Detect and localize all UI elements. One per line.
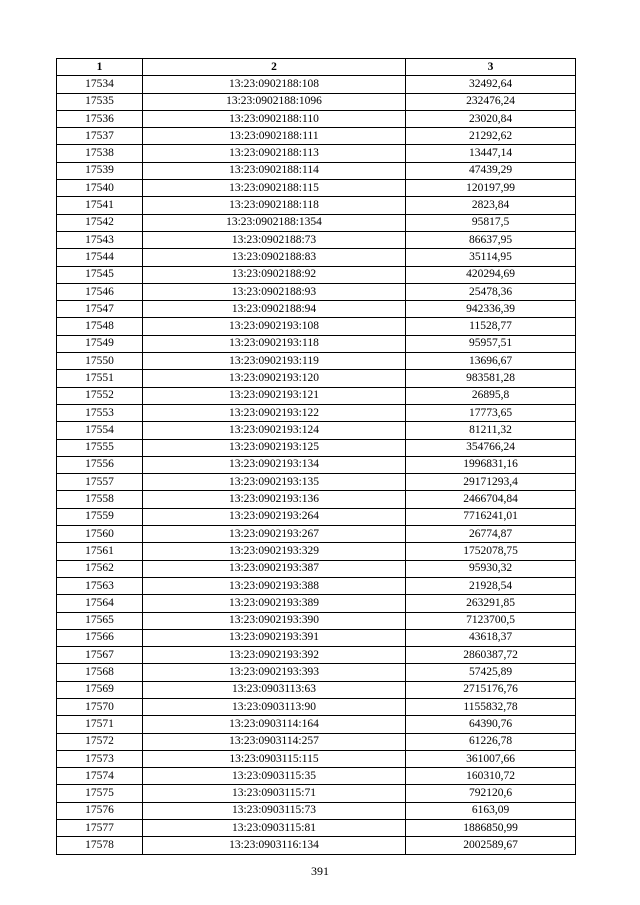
cadastral-number-cell: 13:23:0902193:329 <box>143 543 406 560</box>
row-number-cell: 17569 <box>57 681 143 698</box>
cadastral-number-cell: 13:23:0902188:111 <box>143 128 406 145</box>
value-cell: 32492,64 <box>406 76 576 93</box>
table-row <box>57 491 576 508</box>
value-cell: 1752078,75 <box>406 543 576 560</box>
value-cell: 47439,29 <box>406 162 576 179</box>
value-cell: 2860387,72 <box>406 647 576 664</box>
table-row <box>57 647 576 664</box>
cadastral-number-cell: 13:23:0902193:118 <box>143 335 406 352</box>
cadastral-number-cell: 13:23:0902188:83 <box>143 249 406 266</box>
cadastral-number-cell: 13:23:0902193:136 <box>143 491 406 508</box>
cadastral-number-cell: 13:23:0902188:114 <box>143 162 406 179</box>
row-number-cell: 17570 <box>57 698 143 715</box>
row-number-cell: 17565 <box>57 612 143 629</box>
row-number-cell: 17575 <box>57 785 143 802</box>
table-row <box>57 231 576 248</box>
cadastral-number-cell: 13:23:0903116:134 <box>143 837 406 854</box>
value-cell: 2823,84 <box>406 197 576 214</box>
row-number-cell: 17535 <box>57 93 143 110</box>
table-row <box>57 629 576 646</box>
cadastral-number-cell: 13:23:0902193:264 <box>143 508 406 525</box>
value-cell: 21928,54 <box>406 577 576 594</box>
value-cell: 61226,78 <box>406 733 576 750</box>
table-row <box>57 802 576 819</box>
row-number-cell: 17568 <box>57 664 143 681</box>
cadastral-number-cell: 13:23:0902193:119 <box>143 353 406 370</box>
table-row <box>57 837 576 854</box>
value-cell: 2466704,84 <box>406 491 576 508</box>
table-row <box>57 543 576 560</box>
table-row <box>57 110 576 127</box>
value-cell: 57425,89 <box>406 664 576 681</box>
value-cell: 13447,14 <box>406 145 576 162</box>
row-number-cell: 17578 <box>57 837 143 854</box>
cadastral-number-cell: 13:23:0902188:93 <box>143 283 406 300</box>
cadastral-number-cell: 13:23:0903113:90 <box>143 698 406 715</box>
row-number-cell: 17573 <box>57 750 143 767</box>
table-row <box>57 474 576 491</box>
cadastral-number-cell: 13:23:0902193:108 <box>143 318 406 335</box>
value-cell: 1155832,78 <box>406 698 576 715</box>
cadastral-number-cell: 13:23:0902188:118 <box>143 197 406 214</box>
value-cell: 81211,32 <box>406 422 576 439</box>
row-number-cell: 17537 <box>57 128 143 145</box>
row-number-cell: 17571 <box>57 716 143 733</box>
cadastral-number-cell: 13:23:0903113:63 <box>143 681 406 698</box>
table-row <box>57 266 576 283</box>
cadastral-number-cell: 13:23:0902188:1096 <box>143 93 406 110</box>
cadastral-number-cell: 13:23:0902193:121 <box>143 387 406 404</box>
cadastral-number-cell: 13:23:0902188:1354 <box>143 214 406 231</box>
cadastral-number-cell: 13:23:0902193:392 <box>143 647 406 664</box>
cadastral-number-cell: 13:23:0903115:35 <box>143 768 406 785</box>
value-cell: 420294,69 <box>406 266 576 283</box>
cadastral-number-cell: 13:23:0902193:124 <box>143 422 406 439</box>
row-number-cell: 17534 <box>57 76 143 93</box>
value-cell: 21292,62 <box>406 128 576 145</box>
value-cell: 354766,24 <box>406 439 576 456</box>
table-row <box>57 577 576 594</box>
table-row <box>57 612 576 629</box>
cadastral-number-cell: 13:23:0903114:164 <box>143 716 406 733</box>
row-number-cell: 17567 <box>57 647 143 664</box>
row-number-cell: 17559 <box>57 508 143 525</box>
value-cell: 17773,65 <box>406 404 576 421</box>
row-number-cell: 17553 <box>57 404 143 421</box>
column-header: 2 <box>143 59 406 76</box>
row-number-cell: 17562 <box>57 560 143 577</box>
row-number-cell: 17550 <box>57 353 143 370</box>
cadastral-number-cell: 13:23:0902193:134 <box>143 456 406 473</box>
table-row <box>57 145 576 162</box>
cadastral-number-cell: 13:23:0903114:257 <box>143 733 406 750</box>
row-number-cell: 17574 <box>57 768 143 785</box>
row-number-cell: 17544 <box>57 249 143 266</box>
row-number-cell: 17560 <box>57 526 143 543</box>
table-row <box>57 526 576 543</box>
row-number-cell: 17548 <box>57 318 143 335</box>
row-number-cell: 17572 <box>57 733 143 750</box>
row-number-cell: 17563 <box>57 577 143 594</box>
table-row <box>57 820 576 837</box>
value-cell: 120197,99 <box>406 180 576 197</box>
table-row <box>57 768 576 785</box>
row-number-cell: 17554 <box>57 422 143 439</box>
table-row <box>57 439 576 456</box>
row-number-cell: 17552 <box>57 387 143 404</box>
cadastral-number-cell: 13:23:0902193:120 <box>143 370 406 387</box>
value-cell: 95817,5 <box>406 214 576 231</box>
page-number: 391 <box>311 864 329 878</box>
table-row <box>57 93 576 110</box>
table-row <box>57 785 576 802</box>
table-row <box>57 180 576 197</box>
table-row <box>57 716 576 733</box>
column-header: 1 <box>57 59 143 76</box>
row-number-cell: 17561 <box>57 543 143 560</box>
cadastral-number-cell: 13:23:0902193:122 <box>143 404 406 421</box>
row-number-cell: 17547 <box>57 301 143 318</box>
table-row <box>57 301 576 318</box>
table-row <box>57 560 576 577</box>
row-number-cell: 17540 <box>57 180 143 197</box>
cadastral-number-cell: 13:23:0903115:115 <box>143 750 406 767</box>
cadastral-number-cell: 13:23:0902188:113 <box>143 145 406 162</box>
cadastral-number-cell: 13:23:0903115:73 <box>143 802 406 819</box>
value-cell: 35114,95 <box>406 249 576 266</box>
cadastral-number-cell: 13:23:0902188:115 <box>143 180 406 197</box>
row-number-cell: 17551 <box>57 370 143 387</box>
row-number-cell: 17557 <box>57 474 143 491</box>
cadastral-number-cell: 13:23:0902188:92 <box>143 266 406 283</box>
table-row <box>57 370 576 387</box>
row-number-cell: 17558 <box>57 491 143 508</box>
cadastral-number-cell: 13:23:0903115:81 <box>143 820 406 837</box>
table-row <box>57 128 576 145</box>
data-table <box>56 58 576 855</box>
row-number-cell: 17543 <box>57 231 143 248</box>
value-cell: 361007,66 <box>406 750 576 767</box>
cadastral-number-cell: 13:23:0902188:108 <box>143 76 406 93</box>
cadastral-number-cell: 13:23:0902193:389 <box>143 595 406 612</box>
value-cell: 95930,32 <box>406 560 576 577</box>
table-row <box>57 508 576 525</box>
table-row <box>57 750 576 767</box>
value-cell: 2002589,67 <box>406 837 576 854</box>
row-number-cell: 17542 <box>57 214 143 231</box>
value-cell: 792120,6 <box>406 785 576 802</box>
row-number-cell: 17538 <box>57 145 143 162</box>
table-row <box>57 698 576 715</box>
row-number-cell: 17549 <box>57 335 143 352</box>
value-cell: 2715176,76 <box>406 681 576 698</box>
table-row <box>57 214 576 231</box>
table-row <box>57 595 576 612</box>
cadastral-number-cell: 13:23:0903115:71 <box>143 785 406 802</box>
cadastral-number-cell: 13:23:0902193:391 <box>143 629 406 646</box>
row-number-cell: 17536 <box>57 110 143 127</box>
row-number-cell: 17576 <box>57 802 143 819</box>
value-cell: 64390,76 <box>406 716 576 733</box>
cadastral-number-cell: 13:23:0902193:135 <box>143 474 406 491</box>
row-number-cell: 17545 <box>57 266 143 283</box>
column-header: 3 <box>406 59 576 76</box>
table-row <box>57 681 576 698</box>
table-body <box>57 76 576 854</box>
cadastral-number-cell: 13:23:0902193:267 <box>143 526 406 543</box>
value-cell: 86637,95 <box>406 231 576 248</box>
table-row <box>57 664 576 681</box>
table-row <box>57 353 576 370</box>
cadastral-number-cell: 13:23:0902188:73 <box>143 231 406 248</box>
value-cell: 263291,85 <box>406 595 576 612</box>
value-cell: 6163,09 <box>406 802 576 819</box>
table-row <box>57 422 576 439</box>
table-row <box>57 387 576 404</box>
header-row <box>57 59 576 76</box>
value-cell: 942336,39 <box>406 301 576 318</box>
value-cell: 95957,51 <box>406 335 576 352</box>
table-row <box>57 283 576 300</box>
value-cell: 43618,37 <box>406 629 576 646</box>
value-cell: 26895,8 <box>406 387 576 404</box>
cadastral-number-cell: 13:23:0902193:393 <box>143 664 406 681</box>
value-cell: 1886850,99 <box>406 820 576 837</box>
cadastral-number-cell: 13:23:0902188:94 <box>143 301 406 318</box>
value-cell: 983581,28 <box>406 370 576 387</box>
row-number-cell: 17539 <box>57 162 143 179</box>
value-cell: 25478,36 <box>406 283 576 300</box>
row-number-cell: 17555 <box>57 439 143 456</box>
cadastral-number-cell: 13:23:0902193:125 <box>143 439 406 456</box>
value-cell: 160310,72 <box>406 768 576 785</box>
row-number-cell: 17541 <box>57 197 143 214</box>
value-cell: 7716241,01 <box>406 508 576 525</box>
table-row <box>57 76 576 93</box>
table-row <box>57 335 576 352</box>
table-row <box>57 404 576 421</box>
row-number-cell: 17546 <box>57 283 143 300</box>
cadastral-number-cell: 13:23:0902193:387 <box>143 560 406 577</box>
table-row <box>57 249 576 266</box>
cadastral-number-cell: 13:23:0902193:390 <box>143 612 406 629</box>
value-cell: 29171293,4 <box>406 474 576 491</box>
value-cell: 7123700,5 <box>406 612 576 629</box>
value-cell: 1996831,16 <box>406 456 576 473</box>
row-number-cell: 17556 <box>57 456 143 473</box>
value-cell: 23020,84 <box>406 110 576 127</box>
cadastral-number-cell: 13:23:0902188:110 <box>143 110 406 127</box>
value-cell: 13696,67 <box>406 353 576 370</box>
table-row <box>57 197 576 214</box>
value-cell: 26774,87 <box>406 526 576 543</box>
row-number-cell: 17566 <box>57 629 143 646</box>
row-number-cell: 17564 <box>57 595 143 612</box>
row-number-cell: 17577 <box>57 820 143 837</box>
table-row <box>57 318 576 335</box>
value-cell: 11528,77 <box>406 318 576 335</box>
table-row <box>57 162 576 179</box>
value-cell: 232476,24 <box>406 93 576 110</box>
table-row <box>57 733 576 750</box>
cadastral-number-cell: 13:23:0902193:388 <box>143 577 406 594</box>
table-row <box>57 456 576 473</box>
